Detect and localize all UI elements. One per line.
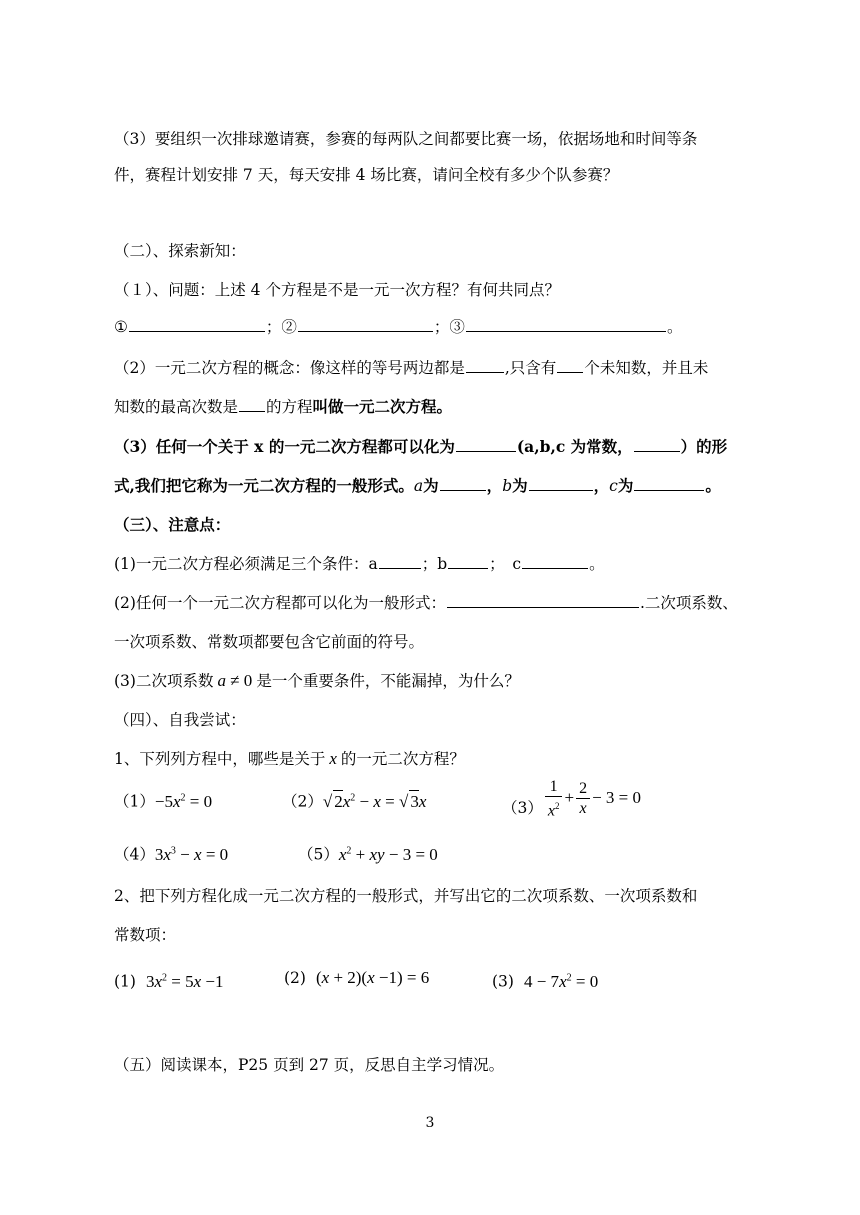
blank-c[interactable] bbox=[634, 476, 704, 491]
p1-end: 。 bbox=[589, 555, 605, 573]
blank-general-form[interactable] bbox=[456, 437, 516, 452]
eq4-label: （4） bbox=[114, 845, 155, 864]
var-a: a bbox=[413, 477, 424, 495]
p-eq3-label: (3) bbox=[492, 972, 514, 991]
p-eq3-wrap bbox=[492, 967, 598, 993]
blank-condition[interactable] bbox=[634, 437, 680, 452]
exercise-2-prompt-line-1: 2、把下列方程化成一元二次方程的一般形式，并写出它的二次项系数、一次项系数和 bbox=[114, 887, 698, 905]
q3-text-c: ）的形 bbox=[680, 437, 728, 456]
section-3-title: （三）、注意点： bbox=[114, 515, 231, 534]
section-2-question-3-line-2: 式,我们把它称为一元二次方程的一般形式。a为 ，b为 ，c为 。 bbox=[114, 476, 721, 495]
mark-2: ；② bbox=[265, 318, 297, 336]
word-for-a: 为 bbox=[423, 476, 439, 495]
question-3-line-2: 件，赛程计划安排 7 天，每天安排 4 场比赛，请问全校有多少个队参赛？ bbox=[114, 166, 619, 184]
condition-math: a ≠ 0 bbox=[217, 671, 253, 690]
blank-general-form-2[interactable] bbox=[447, 593, 639, 608]
p3-text-a: (3)二次项系数 bbox=[114, 672, 214, 690]
equation-4: $3x^3 - x = 0$ bbox=[154, 844, 229, 864]
equation-2: √ $2x^2 - x$ = √ 3x bbox=[322, 791, 427, 811]
practice-equation-2: (x + 2)(x −1) = 6 bbox=[315, 968, 430, 987]
word-for-b: 为 bbox=[512, 476, 528, 495]
section-3-point-2-line-1 bbox=[114, 592, 738, 614]
q3-text-a: （3）任何一个关于 x 的一元二次方程都可以化为 bbox=[114, 437, 455, 456]
section-2-title: （二）、探索新知： bbox=[114, 242, 246, 260]
blank-condition-b[interactable] bbox=[448, 554, 488, 569]
section-5-text: （五）阅读课本，P25 页到 27 页，反思自主学习情况。 bbox=[114, 1056, 505, 1074]
blank-a[interactable] bbox=[440, 476, 486, 491]
blank-unknown-count[interactable] bbox=[557, 358, 583, 373]
q2-text-e: 的方程 bbox=[266, 398, 313, 416]
exercise-2-prompt-line-2: 常数项： bbox=[114, 926, 177, 944]
blank-1[interactable] bbox=[129, 317, 265, 332]
q2-text-d: 知数的最高次数是 bbox=[114, 398, 239, 416]
practice-equation-3: $4 - 7x^2 = 0$ bbox=[523, 971, 599, 991]
p1-text-c: ； c bbox=[489, 555, 522, 573]
p-eq2-wrap bbox=[284, 967, 429, 989]
section-2-question-3-line-1 bbox=[114, 436, 727, 458]
p-eq1-label: (1) bbox=[114, 972, 136, 991]
mark-3: ；③ bbox=[433, 318, 465, 336]
question-3-line-1: （3）要组织一次排球邀请赛，参赛的每两队之间都要比赛一场，依据场地和时间等条 bbox=[114, 130, 698, 148]
q2-text-f: 叫做一元二次方程。 bbox=[312, 397, 453, 416]
q2-text-a: （2）一元二次方程的概念：像这样的等号两边都是 bbox=[114, 359, 465, 377]
q3-text-b: (a,b,c 为常数， bbox=[516, 437, 633, 456]
blank-condition-c[interactable] bbox=[522, 554, 588, 569]
section-2-question-2-line-1 bbox=[114, 357, 708, 379]
eq1-label: （1） bbox=[114, 792, 155, 811]
eq5-label: （5） bbox=[298, 845, 339, 864]
var-x: x bbox=[329, 749, 337, 768]
equation-row-2 bbox=[114, 840, 438, 866]
blank-both-sides[interactable] bbox=[466, 358, 504, 373]
q3-text-d: 式,我们把它称为一元二次方程的一般形式。 bbox=[114, 476, 414, 495]
eq2-wrap bbox=[282, 787, 426, 813]
p-eq2-label: (2) bbox=[284, 969, 306, 987]
answer-blanks-row bbox=[114, 316, 682, 338]
blank-highest-degree[interactable] bbox=[239, 397, 265, 412]
row-end: 。 bbox=[666, 318, 683, 336]
practice-equation-1: $3x^2 = 5x -1$ bbox=[145, 971, 224, 991]
section-3-point-3 bbox=[114, 670, 520, 692]
equation-3: $\frac{1}{x^2}$ + $\frac{2}{x}$ − 3 = 0 bbox=[543, 788, 641, 807]
eq2-label: （2） bbox=[282, 792, 323, 811]
p3-text-b: 是一个重要条件，不能漏掉，为什么？ bbox=[256, 672, 520, 690]
mark-1: ① bbox=[114, 318, 128, 336]
exercise-1-prompt bbox=[114, 748, 465, 770]
p2-text-b: .二次项系数、 bbox=[639, 594, 738, 612]
equation-row-3 bbox=[114, 967, 599, 993]
page-number: 3 bbox=[425, 1115, 435, 1131]
ex1-text-b: 的一元二次方程？ bbox=[340, 750, 465, 768]
blank-condition-a[interactable] bbox=[379, 554, 421, 569]
q3-end: 。 bbox=[705, 476, 721, 495]
blank-b[interactable] bbox=[529, 476, 593, 491]
section-3-point-1 bbox=[114, 553, 605, 575]
p2-text-a: (2)任何一个一元二次方程都可以化为一般形式： bbox=[114, 594, 446, 612]
section-4-title: （四）、自我尝试： bbox=[114, 711, 246, 729]
ex1-text-a: 1、下列列方程中，哪些是关于 bbox=[114, 750, 326, 768]
section-3-point-2-line-2: 一次项系数、常数项都要包含它前面的符号。 bbox=[114, 633, 425, 651]
blank-2[interactable] bbox=[298, 317, 433, 332]
q2-text-c: 个未知数，并且未 bbox=[584, 359, 709, 377]
word-for-c: 为 bbox=[617, 476, 634, 495]
section-2-question-1: （１）、问题：上述 4 个方程是不是一元一次方程？有何共同点？ bbox=[114, 281, 560, 299]
eq5-wrap bbox=[298, 840, 438, 866]
var-c: c bbox=[609, 477, 618, 495]
blank-3[interactable] bbox=[466, 317, 666, 332]
p1-text-b: ；b bbox=[421, 555, 448, 573]
p1-text-a: (1)一元二次方程必须满足三个条件：a bbox=[114, 555, 378, 573]
eq3-wrap bbox=[502, 777, 641, 820]
section-2-question-2-line-2 bbox=[114, 396, 452, 418]
eq3-label: （3） bbox=[502, 798, 543, 817]
equation-5: $x^2$ + xy − 3 = 0 bbox=[338, 844, 438, 864]
equation-row-1 bbox=[114, 778, 642, 820]
q2-text-b: ,只含有 bbox=[504, 359, 557, 377]
equation-1: $-5x^2 = 0$ bbox=[154, 791, 213, 811]
var-b: b bbox=[502, 477, 513, 495]
